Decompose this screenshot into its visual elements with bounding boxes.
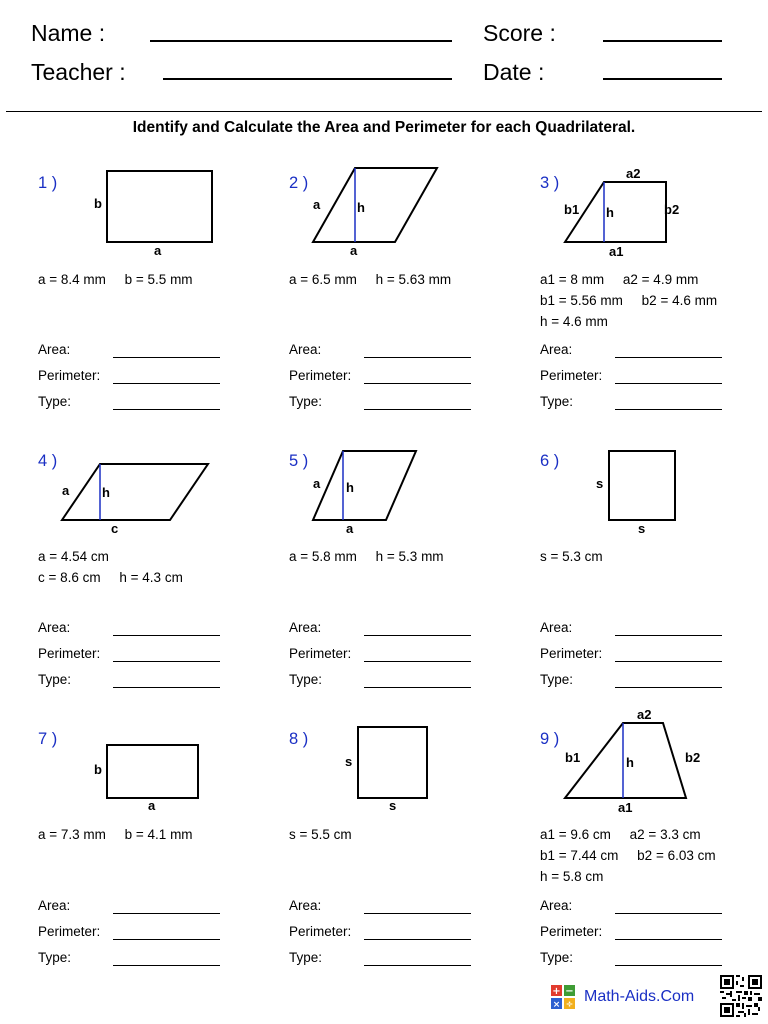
perimeter-blank[interactable] (364, 939, 471, 940)
type-blank[interactable] (364, 687, 471, 688)
area-label: Area: (289, 620, 322, 635)
area-blank[interactable] (364, 913, 471, 914)
problem-7-label-b: b (94, 762, 102, 777)
problem-6-label-s-base: s (638, 521, 646, 536)
dimension-line: h = 5.8 cm (540, 869, 604, 884)
svg-text:−: − (565, 986, 574, 997)
type-label: Type: (289, 394, 323, 409)
area-label: Area: (38, 620, 71, 635)
problem-3-label-a1: a1 (609, 244, 624, 259)
perimeter-label: Perimeter: (540, 646, 603, 661)
problem-8-square (345, 727, 427, 813)
area-blank[interactable] (113, 913, 220, 914)
problem-4-label-a: a (62, 483, 70, 498)
perimeter-label: Perimeter: (540, 368, 603, 383)
area-label: Area: (38, 342, 71, 357)
perimeter-blank[interactable] (364, 661, 471, 662)
problem-8-dimensions (289, 824, 352, 845)
score-label: Score : (483, 20, 556, 46)
area-blank[interactable] (364, 357, 471, 358)
dimension-line: a = 4.54 cm (38, 549, 109, 564)
problem-6-label-s-side: s (596, 476, 604, 491)
dimension-line: s = 5.3 cm (540, 549, 603, 564)
qr-code-icon (720, 975, 762, 1017)
problem-3-label-a2: a2 (626, 166, 641, 181)
problem-4-parallelogram (62, 464, 208, 536)
dimension-line: b1 = 7.44 cm b2 = 6.03 cm (540, 848, 716, 863)
problem-3-trapezoid (564, 166, 679, 259)
dimension-line: a = 8.4 mm b = 5.5 mm (38, 272, 193, 287)
area-blank[interactable] (364, 635, 471, 636)
area-blank[interactable] (615, 357, 722, 358)
problem-8-answers (289, 898, 489, 976)
area-label: Area: (289, 342, 322, 357)
svg-text:+: + (552, 986, 561, 997)
teacher-label: Teacher : (31, 59, 126, 85)
problem-1-label-a: a (154, 243, 162, 258)
problem-6-dimensions (540, 546, 603, 567)
perimeter-label: Perimeter: (289, 368, 352, 383)
area-blank[interactable] (113, 357, 220, 358)
type-blank[interactable] (615, 687, 722, 688)
perimeter-blank[interactable] (615, 383, 722, 384)
dimension-line: a = 5.8 mm h = 5.3 mm (289, 549, 444, 564)
worksheet-title: Identify and Calculate the Area and Perimeter for each Quadrilateral. (132, 119, 636, 136)
problem-6-number: 6 ) (540, 452, 560, 470)
problem-5-label-h: h (346, 480, 354, 495)
dimension-line: a1 = 9.6 cm a2 = 3.3 cm (540, 827, 701, 842)
area-label: Area: (540, 620, 573, 635)
problem-9-label-a1: a1 (618, 800, 633, 815)
problem-8-label-s-side: s (345, 754, 353, 769)
problem-5-parallelogram (313, 451, 416, 536)
perimeter-label: Perimeter: (38, 924, 101, 939)
problem-9-trapezoid (565, 707, 700, 815)
problem-2-label-a-base: a (350, 243, 358, 258)
perimeter-label: Perimeter: (540, 924, 603, 939)
name-label: Name : (31, 20, 106, 46)
type-blank[interactable] (113, 409, 220, 410)
date-label: Date : (483, 59, 545, 85)
problem-2-parallelogram (313, 168, 437, 258)
problem-4-number: 4 ) (38, 452, 58, 470)
problem-1-number: 1 ) (38, 174, 58, 192)
problem-9-label-a2: a2 (637, 707, 652, 722)
perimeter-blank[interactable] (615, 939, 722, 940)
problem-1-label-b: b (94, 196, 102, 211)
problem-3-label-b2: b2 (664, 202, 680, 217)
problem-4-dimensions (38, 546, 183, 588)
type-label: Type: (38, 394, 72, 409)
perimeter-label: Perimeter: (38, 646, 101, 661)
problem-3-label-b1: b1 (564, 202, 580, 217)
problem-1-rectangle (94, 171, 212, 258)
type-label: Type: (540, 950, 574, 965)
problem-7-rectangle (94, 745, 198, 813)
type-label: Type: (540, 672, 574, 687)
area-blank[interactable] (113, 635, 220, 636)
perimeter-blank[interactable] (113, 383, 220, 384)
perimeter-label: Perimeter: (289, 924, 352, 939)
problem-6-answers (540, 620, 740, 698)
calculator-icon (551, 985, 575, 1009)
problem-2-label-a-side: a (313, 197, 321, 212)
area-label: Area: (540, 342, 573, 357)
type-label: Type: (38, 950, 72, 965)
problem-5-answers (289, 620, 489, 698)
dimension-line: a = 6.5 mm h = 5.63 mm (289, 272, 452, 287)
problem-4-label-c: c (111, 521, 119, 536)
area-label: Area: (289, 898, 322, 913)
svg-text:÷: ÷ (565, 1000, 574, 1009)
brand-link[interactable]: Math-Aids.Com (584, 988, 695, 1005)
problem-5-label-a-side: a (313, 476, 321, 491)
type-blank[interactable] (113, 687, 220, 688)
type-blank[interactable] (364, 965, 471, 966)
problem-5-number: 5 ) (289, 452, 309, 470)
perimeter-label: Perimeter: (289, 646, 352, 661)
problem-2-answers (289, 342, 489, 420)
problem-7-answers (38, 898, 238, 976)
problem-4-label-h: h (102, 485, 110, 500)
problem-7-dimensions (38, 824, 193, 845)
area-blank[interactable] (615, 913, 722, 914)
type-blank[interactable] (113, 965, 220, 966)
problem-6-square (596, 451, 675, 536)
problem-1-answers (38, 342, 238, 420)
type-blank[interactable] (615, 409, 722, 410)
type-label: Type: (540, 394, 574, 409)
perimeter-blank[interactable] (113, 939, 220, 940)
dimension-line: c = 8.6 cm h = 4.3 cm (38, 570, 183, 585)
problem-2-dimensions (289, 269, 451, 290)
area-label: Area: (38, 898, 71, 913)
problem-5-label-a-base: a (346, 521, 354, 536)
dimension-line: a1 = 8 mm a2 = 4.9 mm (540, 272, 699, 287)
dimension-line: b1 = 5.56 mm b2 = 4.6 mm (540, 293, 718, 308)
perimeter-blank[interactable] (364, 383, 471, 384)
area-label: Area: (540, 898, 573, 913)
problem-7-label-a: a (148, 798, 156, 813)
type-label: Type: (38, 672, 72, 687)
problem-2-label-h: h (357, 200, 365, 215)
problem-9-number: 9 ) (540, 730, 560, 748)
type-blank[interactable] (364, 409, 471, 410)
problem-2-number: 2 ) (289, 174, 309, 192)
dimension-line: s = 5.5 cm (289, 827, 352, 842)
perimeter-label: Perimeter: (38, 368, 101, 383)
problem-3-dimensions (540, 269, 717, 332)
problem-3-number: 3 ) (540, 174, 560, 192)
problem-3-answers (540, 342, 740, 420)
type-blank[interactable] (615, 965, 722, 966)
problem-9-dimensions (540, 824, 716, 887)
type-label: Type: (289, 950, 323, 965)
problem-9-label-h: h (626, 755, 634, 770)
problem-5-dimensions (289, 546, 444, 567)
type-label: Type: (289, 672, 323, 687)
perimeter-blank[interactable] (113, 661, 220, 662)
perimeter-blank[interactable] (615, 661, 722, 662)
problem-7-number: 7 ) (38, 730, 58, 748)
problem-1-dimensions (38, 269, 193, 290)
dimension-line: h = 4.6 mm (540, 314, 608, 329)
problem-8-label-s-base: s (389, 798, 397, 813)
problem-4-answers (38, 620, 238, 698)
dimension-line: a = 7.3 mm b = 4.1 mm (38, 827, 193, 842)
svg-text:×: × (552, 1000, 561, 1009)
problem-9-label-b2: b2 (685, 750, 701, 765)
problem-9-answers (540, 898, 740, 976)
problem-9-label-b1: b1 (565, 750, 581, 765)
problem-3-label-h: h (606, 205, 614, 220)
problem-8-number: 8 ) (289, 730, 309, 748)
area-blank[interactable] (615, 635, 722, 636)
